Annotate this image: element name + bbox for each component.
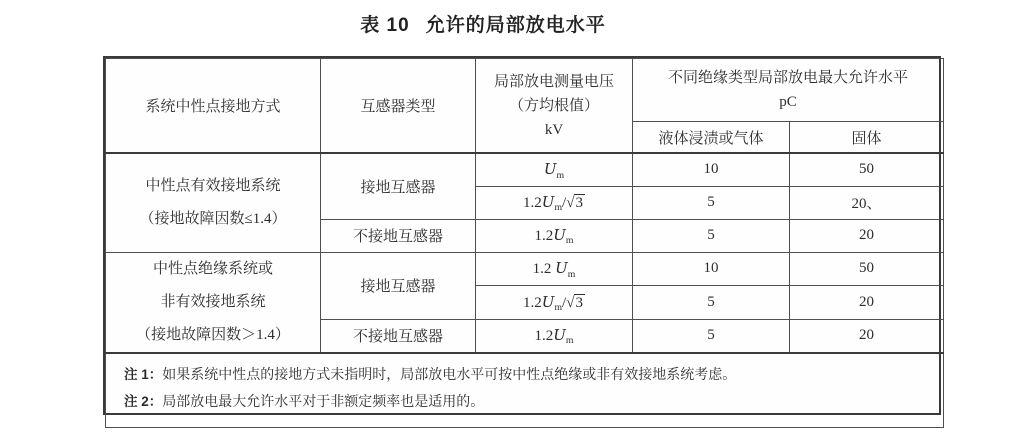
cell-voltage-r2: $1.2U_m/√3$ [476,186,633,219]
cell-solid-r2: 20、 [790,186,944,219]
note-2-text: 局部放电最大允许水平对于非额定频率也是适用的。 [162,395,485,410]
header-voltage-unit: kV [544,121,564,138]
cell-solid-r5: 20 [790,286,944,320]
cell-liquid-r4: 10 [633,252,790,286]
cell-voltage-r5: $1.2U_m/√3$ [476,286,633,320]
notes-row [106,353,944,428]
table-row-4 [106,252,944,286]
table-row-1 [106,153,944,186]
header-row-1 [106,59,944,122]
cell-solid-r1: 50 [790,153,944,186]
header-voltage-line1: 局部放电测量电压 [493,73,614,90]
cell-solid-r4: 50 [790,252,944,286]
table-title-text: 允许的局部放电水平 [425,15,606,36]
cell-system-group2: 中性点绝缘系统或 非有效接地系统 （接地故障因数＞1.4） [106,252,321,353]
cell-transformer-grounded-g2: 接地互感器 [321,252,476,319]
note-2-label: 注 2： [124,394,163,409]
cell-liquid-r2: 5 [633,186,790,219]
header-system-grounding: 系统中性点接地方式 [106,59,321,154]
header-pd-group-line1: 不同绝缘类型局部放电最大允许水平 [668,70,909,86]
header-solid: 固体 [790,122,944,154]
notes-cell [106,353,944,428]
pd-table-frame [103,56,941,415]
note-2 [124,389,929,416]
cell-voltage-r1: $U_m$ [476,153,633,186]
cell-solid-r6: 20 [790,319,944,353]
cell-liquid-r3: 5 [633,219,790,252]
header-pd-max-level-group [633,59,944,122]
table-number: 表 10 [360,15,410,36]
cell-liquid-r1: 10 [633,153,790,186]
note-1 [124,362,929,389]
cell-transformer-ungrounded-g2: 不接地互感器 [321,319,476,353]
cell-liquid-r5: 5 [633,286,790,320]
cell-solid-r3: 20 [790,219,944,252]
cell-system-group1: 中性点有效接地系统 （接地故障因数≤1.4） [106,153,321,252]
cell-transformer-ungrounded-g1: 不接地互感器 [321,219,476,252]
header-voltage-line2: （方均根值） [508,97,599,114]
header-transformer-type: 互感器类型 [321,59,476,154]
partial-discharge-table [105,58,944,428]
header-measurement-voltage [476,59,633,154]
cell-transformer-grounded-g1: 接地互感器 [321,153,476,219]
cell-voltage-r6: $1.2U_m$ [476,319,633,353]
cell-liquid-r6: 5 [633,319,790,353]
header-liquid-or-gas: 液体浸渍或气体 [633,122,790,154]
header-pd-group-unit: pC [779,94,797,110]
cell-voltage-r3: $1.2U_m$ [476,219,633,252]
cell-voltage-r4: 1.2 $U_m$ [476,252,633,286]
table-title [0,10,996,37]
note-1-label: 注 1： [124,367,163,382]
note-1-text: 如果系统中性点的接地方式未指明时，局部放电水平可按中性点绝缘或非有效接地系统考虑。 [162,368,737,383]
